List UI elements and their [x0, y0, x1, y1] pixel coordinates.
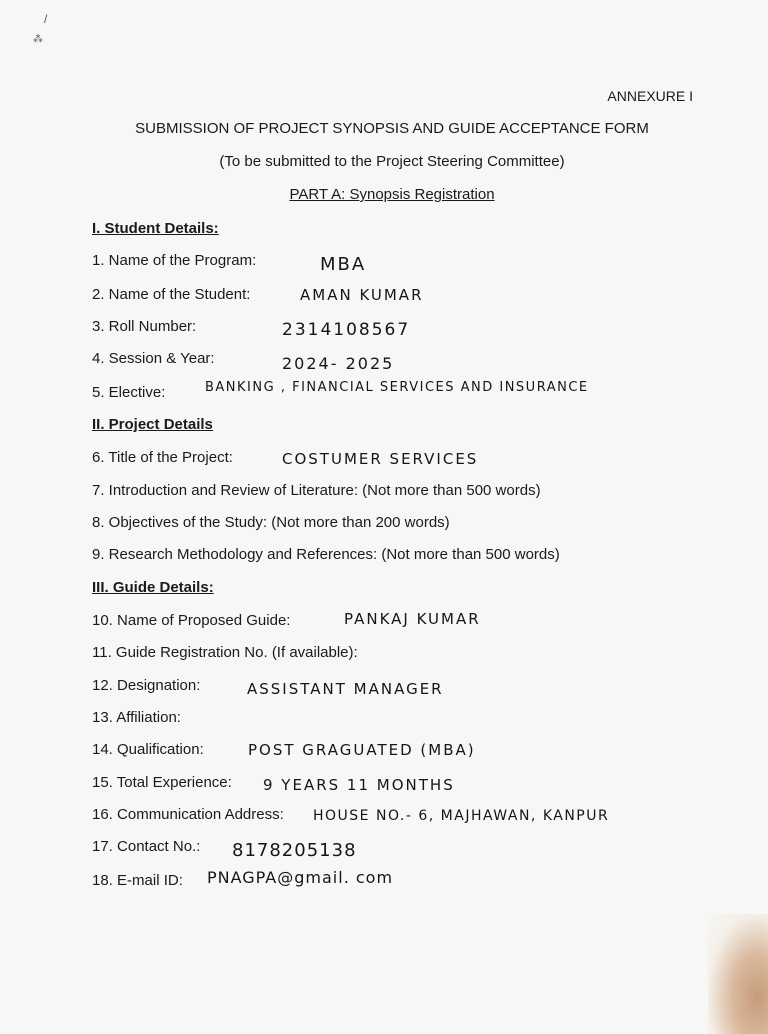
field-label-objectives: 8. Objectives of the Study: (Not more than 200 words)	[92, 514, 450, 531]
scan-mark: /	[44, 12, 48, 26]
field-value-designation: ASSISTANT MANAGER	[247, 680, 444, 698]
scan-mark: ⁂	[33, 34, 43, 45]
field-label-email: 18. E-mail ID:	[92, 872, 183, 889]
section-project-details: II. Project Details	[92, 416, 213, 433]
field-label-guide-name: 10. Name of Proposed Guide:	[92, 612, 291, 629]
form-subtitle: (To be submitted to the Project Steering Committee)	[219, 153, 565, 170]
field-value-roll-number: 2314108567	[282, 320, 411, 340]
paper-stain	[708, 914, 768, 1034]
field-value-contact: 8178205138	[232, 840, 357, 861]
field-label-guide-registration: 11. Guide Registration No. (If available):	[92, 644, 358, 661]
field-label-session: 4. Session & Year:	[92, 350, 215, 367]
field-label-address: 16. Communication Address:	[92, 806, 284, 823]
field-label-designation: 12. Designation:	[92, 677, 201, 694]
field-value-address: HOUSE NO.- 6, MAJHAWAN, KANPUR	[313, 808, 610, 824]
field-label-project-title: 6. Title of the Project:	[92, 449, 233, 466]
field-label-program: 1. Name of the Program:	[92, 252, 257, 269]
field-value-email: PNAGPA@gmail. com	[207, 868, 394, 887]
field-value-qualification: POST GRAGUATED (MBA)	[248, 741, 476, 759]
field-value-elective: BANKING , FINANCIAL SERVICES AND INSURANCE	[205, 380, 589, 395]
field-label-introduction: 7. Introduction and Review of Literature: (Not more than 500 words)	[92, 482, 541, 499]
field-label-contact: 17. Contact No.:	[92, 838, 201, 855]
annexure-label: ANNEXURE I	[607, 88, 693, 104]
form-title: SUBMISSION OF PROJECT SYNOPSIS AND GUIDE ACCEPTANCE FORM	[135, 120, 649, 137]
section-student-details: I. Student Details:	[92, 220, 219, 237]
section-guide-details: III. Guide Details:	[92, 579, 214, 596]
field-value-project-title: COSTUMER SERVICES	[282, 450, 479, 468]
field-label-student-name: 2. Name of the Student:	[92, 286, 251, 303]
field-value-program: MBA	[320, 254, 367, 275]
field-label-roll-number: 3. Roll Number:	[92, 318, 197, 335]
field-label-methodology: 9. Research Methodology and References: (Not more than 500 words)	[92, 546, 560, 563]
field-label-qualification: 14. Qualification:	[92, 741, 204, 758]
field-label-experience: 15. Total Experience:	[92, 774, 232, 791]
part-heading: PART A: Synopsis Registration	[289, 186, 495, 203]
field-value-guide-name: PANKAJ KUMAR	[344, 610, 481, 628]
field-value-student-name: AMAN KUMAR	[300, 286, 424, 304]
field-label-affiliation: 13. Affiliation:	[92, 709, 181, 726]
field-value-experience: 9 YEARS 11 MONTHS	[263, 776, 455, 794]
field-label-elective: 5. Elective:	[92, 384, 166, 401]
field-value-session: 2024- 2025	[282, 354, 395, 373]
